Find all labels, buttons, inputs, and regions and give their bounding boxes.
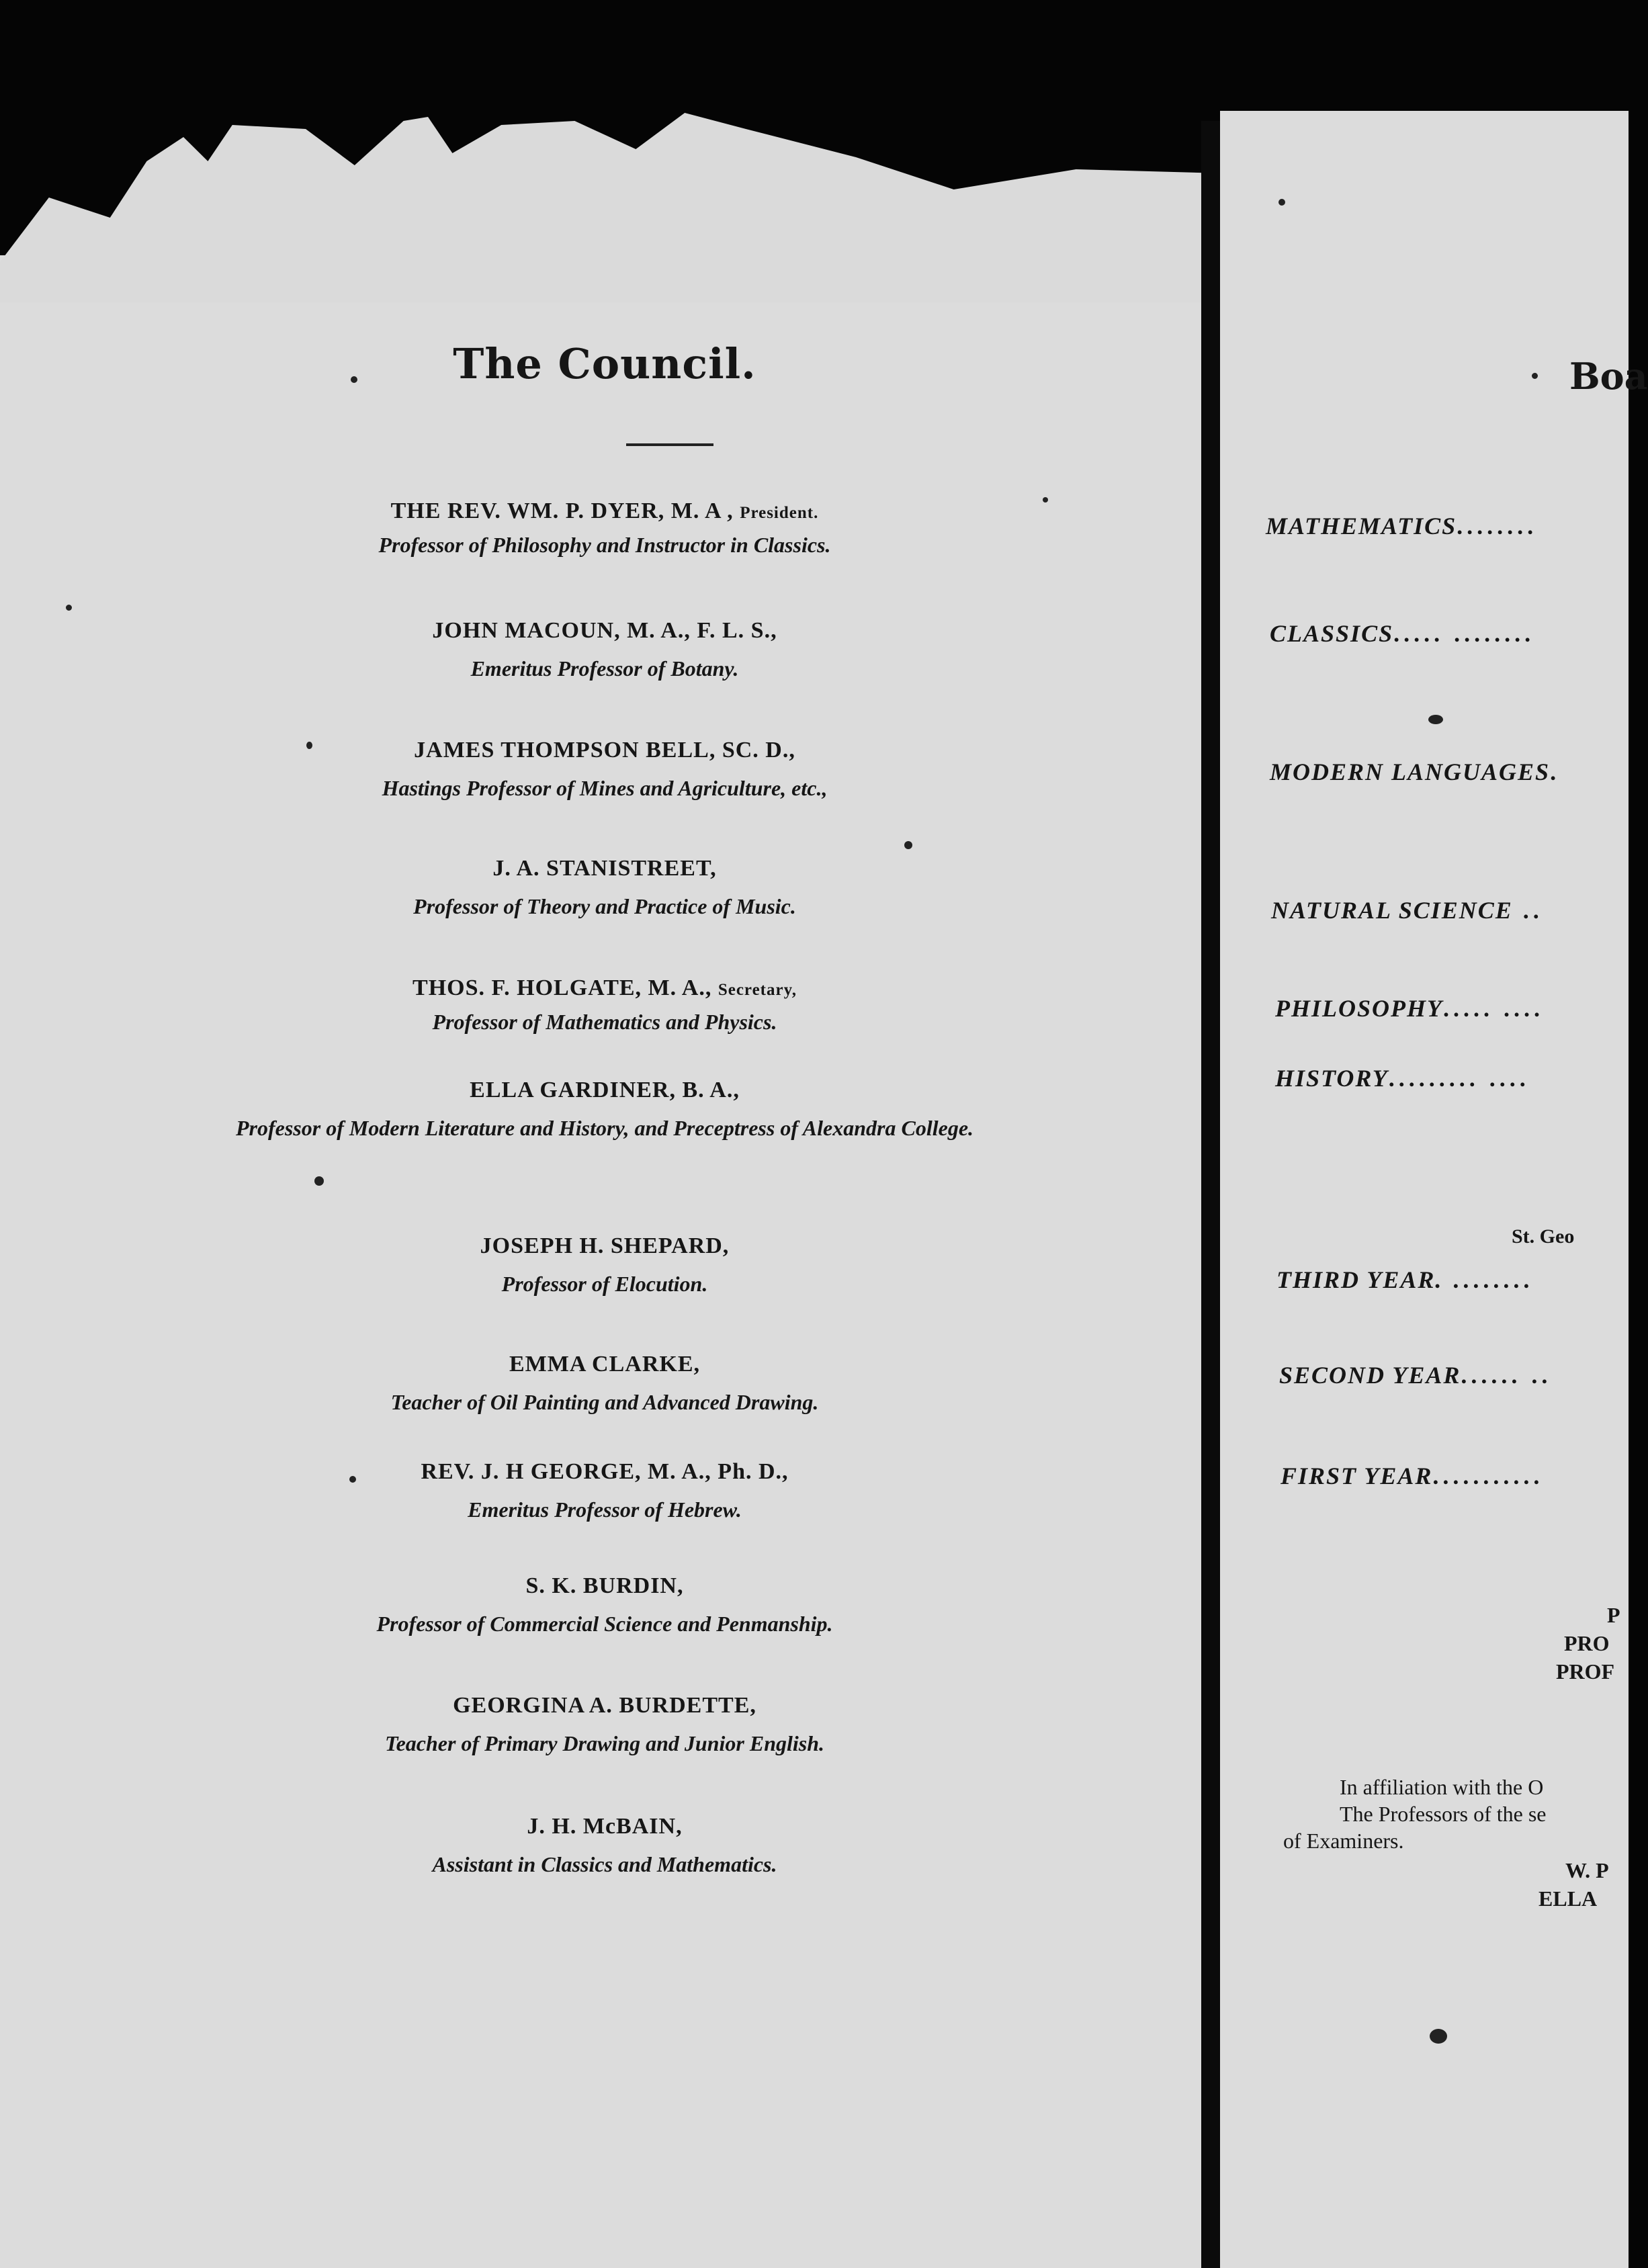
- leader-dots: ...........: [1432, 1463, 1544, 1489]
- leader-dots: ...... ..: [1461, 1362, 1552, 1389]
- council-member: [0, 1078, 1209, 1143]
- leader-dots: ..... ....: [1443, 995, 1544, 1022]
- affiliation-note-line: The Professors of the se: [1340, 1802, 1547, 1826]
- board-heading-fragment: Boa: [1569, 355, 1648, 398]
- leader-dots: ......... ....: [1388, 1065, 1530, 1092]
- member-name: S. K. BURDIN,: [525, 1573, 684, 1598]
- member-name: JOSEPH H. SHEPARD,: [480, 1233, 730, 1258]
- signature-fragment: W. P: [1565, 1858, 1609, 1882]
- member-name: THOS. F. HOLGATE, M. A.,: [413, 975, 712, 1000]
- subject-line: [1266, 512, 1537, 540]
- member-name: J. A. STANISTREET,: [492, 856, 717, 881]
- council-member: [0, 738, 1209, 803]
- member-name: ELLA GARDINER, B. A.,: [470, 1078, 740, 1102]
- member-office: President.: [740, 504, 819, 522]
- council-member: [0, 1352, 1209, 1418]
- professor-fragment: PROF: [1556, 1659, 1615, 1684]
- year-line: [1279, 1361, 1551, 1389]
- member-name: THE REV. WM. P. DYER, M. A ,: [390, 498, 734, 523]
- professor-fragment: P: [1607, 1603, 1620, 1627]
- signature-fragment: ELLA: [1538, 1886, 1598, 1911]
- council-member: [0, 618, 1209, 684]
- affiliation-note-line: of Examiners.: [1283, 1829, 1404, 1853]
- member-role: Assistant in Classics and Mathematics.: [432, 1852, 777, 1876]
- member-role: Emeritus Professor of Botany.: [470, 656, 739, 681]
- year-line: [1276, 1266, 1533, 1294]
- council-member: [0, 1814, 1209, 1880]
- title-divider: [626, 443, 713, 446]
- right-page: [1220, 111, 1629, 2268]
- member-role: Professor of Commercial Science and Penmanship.: [376, 1612, 833, 1636]
- member-role: Professor of Modern Literature and History, and Preceptress of Alexandra College.: [235, 1116, 974, 1140]
- member-name: EMMA CLARKE,: [509, 1352, 700, 1377]
- council-member: [0, 856, 1209, 922]
- professor-fragment: PRO: [1564, 1631, 1610, 1655]
- member-name: REV. J. H GEORGE, M. A., Ph. D.,: [421, 1459, 789, 1484]
- member-role: Teacher of Primary Drawing and Junior English.: [384, 1731, 825, 1755]
- subject-label: CLASSICS: [1270, 620, 1394, 647]
- leader-dots: ........: [1457, 513, 1538, 539]
- book-spine: [1201, 121, 1220, 2268]
- member-role: Hastings Professor of Mines and Agriculture, etc.,: [382, 776, 828, 800]
- ink-speck: [314, 1176, 324, 1186]
- member-name: JAMES THOMPSON BELL, SC. D.,: [414, 738, 795, 762]
- scan-dark-border: [1220, 0, 1629, 118]
- council-title: The Council.: [453, 339, 756, 388]
- member-name: J. H. McBAIN,: [527, 1814, 683, 1839]
- member-role: Professor of Elocution.: [501, 1272, 708, 1296]
- leader-dots: ..... ........: [1393, 620, 1535, 647]
- member-role: Professor of Philosophy and Instructor in Classics.: [378, 533, 831, 557]
- subject-line: [1275, 994, 1544, 1022]
- torn-page-edge: [0, 101, 1223, 302]
- ink-speck: [66, 605, 72, 611]
- college-heading-fragment: St. Geo: [1512, 1225, 1575, 1248]
- member-role: Professor of Mathematics and Physics.: [432, 1010, 777, 1034]
- subject-label: MODERN LANGUAGES: [1270, 758, 1551, 785]
- leader-dots: ........: [1442, 1266, 1534, 1293]
- subject-label: HISTORY: [1275, 1065, 1389, 1092]
- year-label: FIRST YEAR: [1281, 1463, 1433, 1489]
- ink-speck: [1428, 715, 1443, 724]
- member-name: GEORGINA A. BURDETTE,: [453, 1693, 756, 1718]
- leader-dots: .: [1550, 758, 1561, 785]
- council-member: [0, 1693, 1209, 1759]
- member-name: JOHN MACOUN, M. A., F. L. S.,: [432, 618, 777, 643]
- subject-label: NATURAL SCIENCE: [1271, 897, 1513, 924]
- subject-line: [1270, 758, 1560, 786]
- leader-dots: ..: [1512, 897, 1543, 924]
- ink-speck: [1278, 199, 1285, 206]
- affiliation-note-line: In affiliation with the O: [1340, 1775, 1544, 1799]
- year-label: SECOND YEAR: [1279, 1362, 1461, 1389]
- council-member: [0, 1459, 1209, 1525]
- member-role: Professor of Theory and Practice of Music.: [413, 894, 796, 918]
- ink-speck: [904, 841, 912, 849]
- year-line: [1281, 1462, 1543, 1490]
- council-member: [0, 1573, 1209, 1639]
- subject-label: PHILOSOPHY: [1275, 995, 1443, 1022]
- ink-speck: [1430, 2029, 1447, 2044]
- subject-line: [1270, 619, 1534, 648]
- council-member: [0, 1233, 1209, 1299]
- subject-line: [1275, 1064, 1530, 1092]
- council-member: [0, 498, 1209, 560]
- subject-label: MATHEMATICS: [1266, 513, 1457, 539]
- ink-speck: [1532, 373, 1538, 379]
- member-role: Teacher of Oil Painting and Advanced Drawing.: [390, 1390, 819, 1414]
- member-role: Emeritus Professor of Hebrew.: [468, 1497, 742, 1522]
- subject-line: [1271, 896, 1543, 924]
- member-office: Secretary,: [718, 981, 797, 999]
- council-member: [0, 975, 1209, 1037]
- year-label: THIRD YEAR.: [1276, 1266, 1443, 1293]
